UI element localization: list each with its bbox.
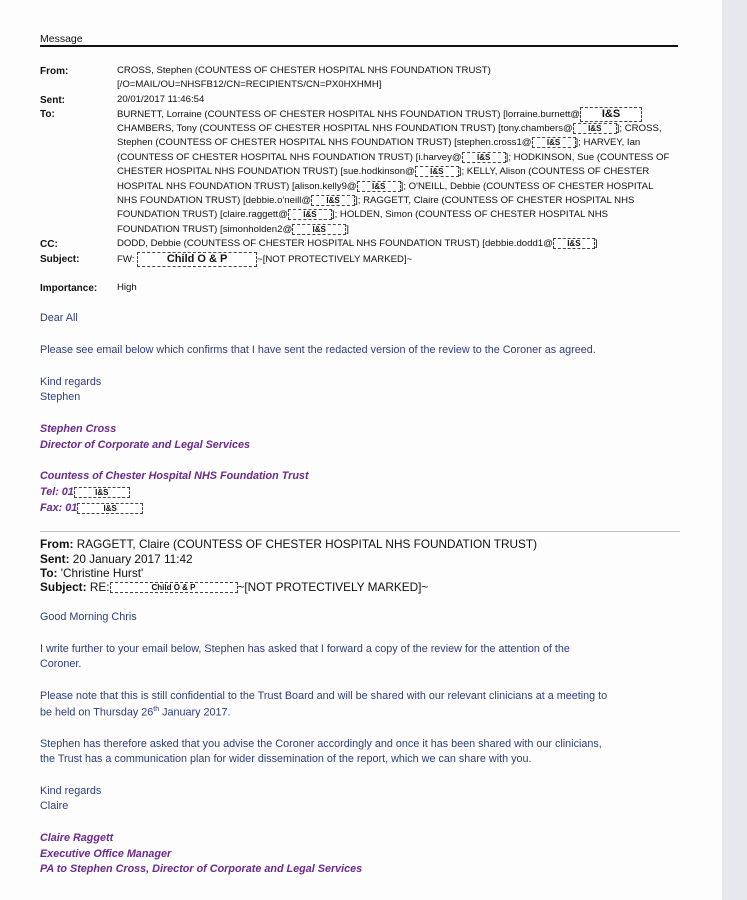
closing-1-line-1: Kind regards bbox=[40, 376, 102, 388]
to-line-text: BURNETT, Lorraine (COUNTESS OF CHESTER HOSPITAL NHS FOUNDATION TRUST) [lorraine.burnett@ bbox=[117, 109, 581, 121]
forward-subject-suffix: ~[NOT PROTECTIVELY MARKED]~ bbox=[237, 580, 429, 594]
forward-from bbox=[40, 537, 537, 551]
forward-subject bbox=[40, 580, 428, 594]
fax-text: Fax: 01 bbox=[40, 502, 78, 514]
forward-sent-label: Sent: bbox=[40, 552, 70, 566]
to-recipient-line bbox=[117, 165, 649, 180]
forward-to-value: 'Christine Hurst' bbox=[60, 566, 144, 580]
to-recipient-line bbox=[117, 208, 608, 223]
forward-from-label: From: bbox=[40, 537, 74, 551]
closing-2-line-2: Claire bbox=[40, 800, 69, 812]
greeting-1: Dear All bbox=[40, 312, 78, 324]
to-line-text: NHS FOUNDATION TRUST) [debbie.o'neill@ bbox=[117, 195, 312, 206]
cc-after: ] bbox=[594, 238, 598, 249]
body-1-paragraph: Please see email below which confirms that I have sent the redacted version of the review to the Coroner as agreed. bbox=[40, 344, 596, 356]
para2-pre: be held on Thursday 26 bbox=[40, 706, 154, 719]
subject-prefix: FW: bbox=[117, 254, 135, 266]
to-line-text: FOUNDATION TRUST) [claire.raggett@ bbox=[117, 209, 288, 220]
to-line-text: CHESTER HOSPITAL NHS FOUNDATION TRUST) [sue.hodkinson@ bbox=[117, 166, 415, 177]
signature-1-name: Stephen Cross bbox=[40, 423, 117, 435]
forward-divider bbox=[40, 531, 680, 532]
cc-value bbox=[117, 237, 598, 252]
signature-1-title: Director of Corporate and Legal Services bbox=[40, 439, 251, 451]
importance-value: High bbox=[117, 282, 137, 293]
to-line-redaction-tag: I&S bbox=[311, 195, 355, 206]
to-recipient-line bbox=[117, 122, 662, 137]
signature-2-name: Claire Raggett bbox=[40, 832, 114, 844]
para2-post: January 2017. bbox=[159, 706, 231, 719]
signature-1-tel bbox=[40, 486, 130, 498]
greeting-2: Good Morning Chris bbox=[40, 611, 137, 623]
cc-redaction-tag: I&S bbox=[553, 238, 595, 249]
body-2-para-3-line-2: the Trust has a communication plan for wider dissemination of the report, which we can share with you. bbox=[40, 753, 532, 765]
to-line-redaction-tag: I&S bbox=[415, 166, 459, 177]
to-line-redaction-tag: I&S bbox=[357, 181, 401, 192]
tel-redaction-tag: I&S bbox=[74, 487, 130, 498]
to-line-after: ] bbox=[346, 224, 349, 235]
from-value-line-2: [/O=MAIL/OU=NHSFB12/CN=RECIPIENTS/CN=PX0HXHMH] bbox=[117, 79, 382, 90]
forward-sent bbox=[40, 552, 193, 566]
to-line-text: CHAMBERS, Tony (COUNTESS OF CHESTER HOSPITAL NHS FOUNDATION TRUST) [tony.chambers@ bbox=[117, 123, 573, 134]
cc-text: DODD, Debbie (COUNTESS OF CHESTER HOSPITAL NHS FOUNDATION TRUST) [debbie.dodd1@ bbox=[117, 238, 553, 249]
closing-1-line-2: Stephen bbox=[40, 391, 81, 403]
to-line-text: (COUNTESS OF CHESTER HOSPITAL NHS FOUNDATION TRUST) [i.harvey@ bbox=[117, 152, 462, 163]
subject-redaction-tag: Child O & P bbox=[137, 252, 257, 267]
to-line-redaction-tag: I&S bbox=[573, 123, 617, 134]
forward-sent-value: 20 January 2017 11:42 bbox=[72, 552, 193, 566]
signature-2-role: PA to Stephen Cross, Director of Corporate and Legal Services bbox=[40, 863, 363, 875]
to-line-after: ]; O'NEILL, Debbie (COUNTESS OF CHESTER HOSPITAL bbox=[400, 181, 654, 192]
to-line-redaction-tag: I&S bbox=[462, 152, 506, 163]
body-2-para-3-line-1: Stephen has therefore asked that you advise the Coroner accordingly and once it has been shared with our clinicians, bbox=[40, 738, 602, 750]
signature-1-fax bbox=[40, 502, 143, 514]
to-line-after: ]; HARVEY, Ian bbox=[575, 137, 641, 148]
to-line-after: ]; RAGGETT, Claire (COUNTESS OF CHESTER HOSPITAL NHS bbox=[355, 195, 635, 206]
to-line-after: ]; CROSS, bbox=[616, 123, 662, 134]
to-label: To: bbox=[40, 109, 55, 120]
to-line-redaction-tag: I&S bbox=[292, 224, 346, 235]
to-line-after: ]; HODKINSON, Sue (COUNTESS OF bbox=[505, 152, 670, 163]
to-line-redaction-tag: I&S bbox=[580, 107, 642, 122]
subject-suffix: ~[NOT PROTECTIVELY MARKED]~ bbox=[257, 254, 413, 266]
to-recipient-line bbox=[117, 223, 349, 238]
forward-subject-label: Subject: bbox=[40, 580, 87, 594]
signature-2-title: Executive Office Manager bbox=[40, 848, 172, 860]
subject-label: Subject: bbox=[40, 254, 80, 265]
signature-1-org: Countess of Chester Hospital NHS Foundation Trust bbox=[40, 470, 309, 482]
from-label: From: bbox=[40, 66, 69, 77]
forward-subject-prefix: RE: bbox=[89, 580, 110, 594]
forward-to-label: To: bbox=[40, 566, 58, 580]
forward-subject-redaction-tag: Child O & P bbox=[110, 582, 238, 593]
to-line-text: Stephen (COUNTESS OF CHESTER HOSPITAL NHS FOUNDATION TRUST) [stephen.cross1@ bbox=[117, 137, 532, 148]
body-2-para-2-line-2 bbox=[40, 706, 231, 719]
forward-from-value: RAGGETT, Claire (COUNTESS OF CHESTER HOSPITAL NHS FOUNDATION TRUST) bbox=[76, 537, 538, 551]
to-line-after: ]; HOLDEN, Simon (COUNTESS OF CHESTER HOSPITAL NHS bbox=[331, 209, 609, 220]
forward-to bbox=[40, 566, 143, 580]
para2-sup: th bbox=[153, 706, 160, 713]
to-recipient-line bbox=[117, 180, 653, 195]
to-line-after: ]; KELLY, Alison (COUNTESS OF CHESTER bbox=[458, 166, 650, 177]
tel-text: Tel: 01 bbox=[40, 486, 74, 498]
body-2-para-1-line-2: Coroner. bbox=[40, 658, 82, 670]
to-recipient-line bbox=[117, 107, 642, 123]
to-line-redaction-tag: I&S bbox=[288, 209, 332, 220]
sent-label: Sent: bbox=[40, 95, 65, 106]
to-line-text: FOUNDATION TRUST) [simonholden2@ bbox=[117, 224, 293, 235]
body-2-para-2-line-1: Please note that this is still confidential to the Trust Board and will be shared with our relevant clinicians at a meeting to bbox=[40, 690, 608, 702]
to-recipient-line bbox=[117, 194, 634, 209]
to-recipient-line bbox=[117, 151, 669, 166]
closing-2-line-1: Kind regards bbox=[40, 785, 102, 797]
importance-label: Importance: bbox=[40, 283, 98, 294]
from-value-line-1: CROSS, Stephen (COUNTESS OF CHESTER HOSPITAL NHS FOUNDATION TRUST) bbox=[117, 65, 491, 76]
cc-label: CC: bbox=[40, 239, 58, 250]
subject-value bbox=[117, 252, 412, 268]
page-edge-shadow bbox=[722, 0, 747, 900]
message-heading: Message bbox=[40, 33, 83, 45]
to-line-redaction-tag: I&S bbox=[532, 137, 576, 148]
fax-redaction-tag: I&S bbox=[77, 503, 143, 514]
to-recipient-line bbox=[117, 136, 640, 151]
sent-value: 20/01/2017 11:46:54 bbox=[117, 94, 205, 105]
to-line-text: HOSPITAL NHS FOUNDATION TRUST) [alison.kelly9@ bbox=[117, 181, 357, 192]
body-2-para-1-line-1: I write further to your email below, Stephen has asked that I forward a copy of the review for the attention of the bbox=[40, 643, 570, 655]
header-rule bbox=[40, 45, 678, 47]
